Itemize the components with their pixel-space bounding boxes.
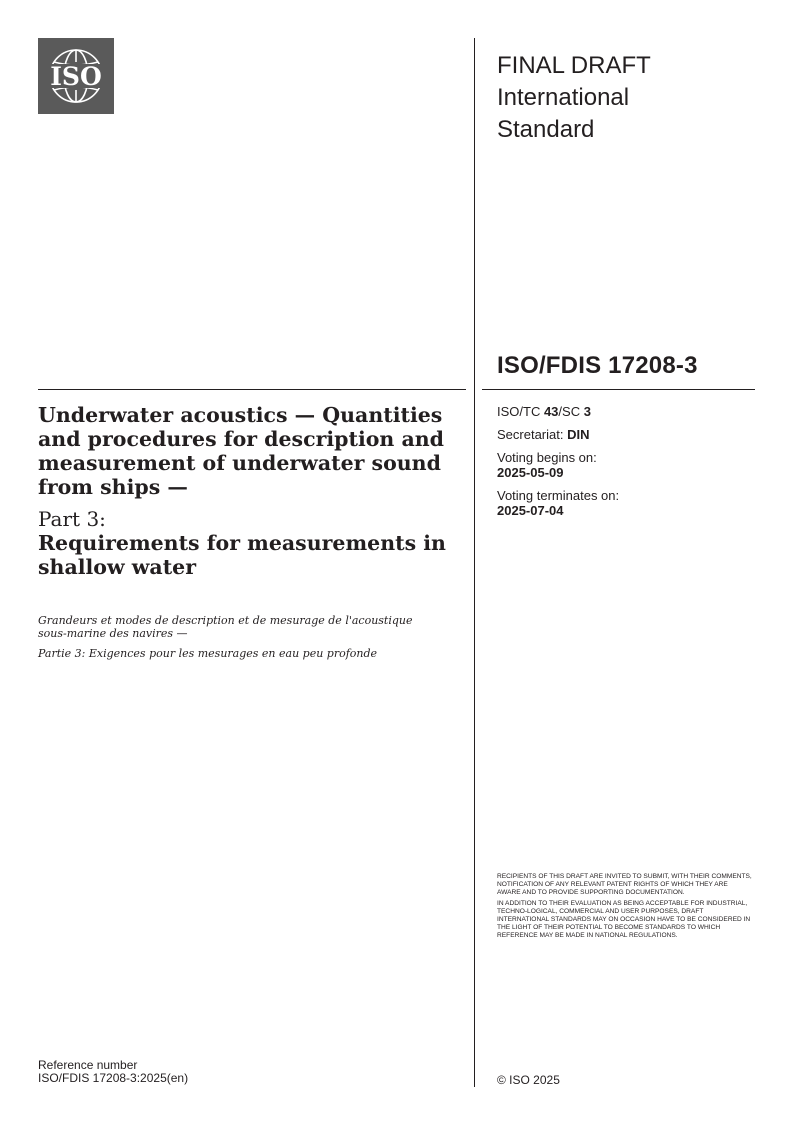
left-horizontal-rule	[38, 389, 466, 390]
tc-number: 43	[543, 404, 559, 419]
notice-paragraph-1: RECIPIENTS OF THIS DRAFT ARE INVITED TO SUBMIT, WITH THEIR COMMENTS, NOTIFICATION OF ANY RELEVANT PATENT RIGHTS OF WHICH THEY ARE AWARE AND TO PROVIDE SUPPORTING DOCUMENTATION.	[497, 873, 752, 896]
stage-line-3: Standard	[497, 116, 595, 143]
voting-begins-label: Voting begins on:	[497, 450, 597, 465]
document-metadata	[497, 404, 747, 526]
voting-begins-date: 2025-05-09	[497, 465, 564, 480]
tc-prefix: ISO/TC	[497, 404, 544, 419]
voting-terminates-label: Voting terminates on:	[497, 488, 620, 503]
right-horizontal-rule	[482, 389, 755, 390]
part-label: Part 3:	[38, 507, 106, 531]
stage-line-2: International	[497, 84, 630, 111]
voting-begins-row	[497, 450, 747, 480]
notice-paragraph-2: IN ADDITION TO THEIR EVALUATION AS BEING ACCEPTABLE FOR INDUSTRIAL, TECHNO-LOGICAL, COMMERCIAL AND USER PURPOSES, DRAFT INTERNATIONAL STANDARDS MAY ON OCCASION HAVE TO BE CONSIDERED IN THE LIGHT OF THEIR POTENTIAL TO BECOME STANDARDS TO WHICH REFERENCE MAY BE MADE IN NATIONAL REGULATIONS.	[497, 900, 751, 939]
secretariat-value: DIN	[567, 427, 590, 442]
draft-notice	[497, 873, 752, 943]
voting-terminates-date: 2025-07-04	[497, 503, 564, 518]
committee-row	[497, 404, 747, 419]
french-part-title: Partie 3: Exigences pour les mesurages en eau peu profonde	[38, 647, 378, 660]
reference-number	[38, 1059, 188, 1085]
french-main-title: Grandeurs et modes de description et de mesurage de l'acoustique sous-marine des navires —	[38, 614, 413, 640]
sc-prefix: /SC	[558, 404, 584, 419]
reference-value: ISO/FDIS 17208-3:2025(en)	[38, 1071, 189, 1085]
secretariat-row	[497, 427, 747, 442]
logo-text: ISO	[50, 62, 102, 91]
iso-logo	[38, 38, 114, 114]
main-title: Underwater acoustics — Quantities and procedures for description and measurement of underwater sound from ships —	[38, 403, 444, 499]
document-number: ISO/FDIS 17208-3	[497, 352, 698, 379]
globe-icon	[38, 38, 114, 114]
title-block	[38, 403, 458, 579]
part-title: Requirements for measurements in shallow water	[38, 531, 446, 579]
sc-number: 3	[583, 404, 591, 419]
vertical-divider	[474, 38, 475, 1087]
copyright: © ISO 2025	[497, 1073, 560, 1087]
voting-terminates-row	[497, 488, 747, 518]
french-title-block	[38, 614, 428, 667]
reference-label: Reference number	[38, 1058, 138, 1072]
stage-line-1: FINAL DRAFT	[497, 52, 651, 79]
document-stage-header	[497, 50, 747, 146]
secretariat-label: Secretariat:	[497, 427, 568, 442]
